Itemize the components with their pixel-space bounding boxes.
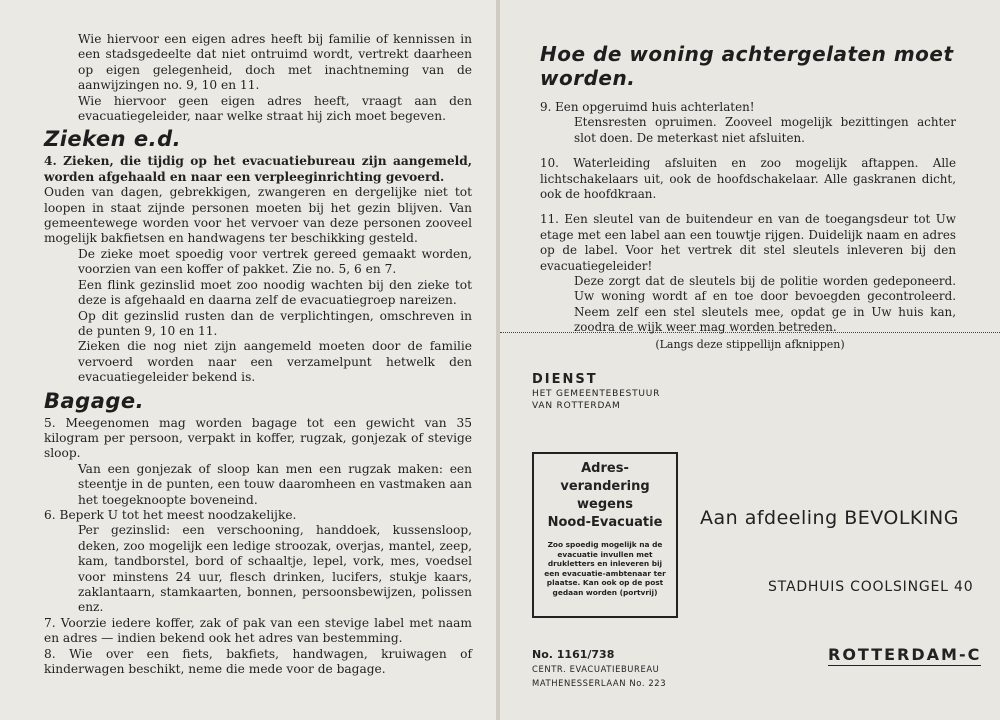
dienst-subtitle-1: HET GEMEENTEBESTUUR — [532, 389, 661, 399]
address-line-2: STADHUIS COOLSINGEL 40 — [768, 579, 974, 595]
item-7: 7. Voorzie iedere koffer, zak of pak van een stevige label met naam en adres — indien bekend ook het adres van bestemming. — [44, 615, 472, 646]
box-title-line-4: Nood-Evacuatie — [547, 515, 663, 530]
zieken-paragraph-3: Een flink gezinslid moet zoo noodig wachten bij den zieke tot deze is afgehaald en daarna zelf de evacuatiegroep nareizen. — [78, 277, 472, 308]
cut-instruction: (Langs deze stippellijn afknippen) — [655, 338, 845, 351]
form-number-block — [532, 648, 666, 689]
right-page — [500, 0, 1000, 720]
form-number: No. 1161/738 — [532, 648, 615, 661]
cut-dotted-line — [500, 332, 1000, 333]
woning-section — [540, 42, 956, 336]
item-8: 8. Wie over een fiets, bakfiets, handwagen, kruiwagen of kinderwagen beschikt, neme die mede voor de bagage. — [44, 646, 472, 677]
box-title-line-3: wegens — [577, 497, 633, 512]
item-10: 10. Waterleiding afsluiten en zoo mogelijk aftappen. Alle lichtschakelaars uit, ook de hoofdschakelaar. Alle gaskranen dicht, ook de hoofdkraan. — [540, 156, 956, 202]
item-9: 9. Een opgeruimd huis achterlaten! — [540, 100, 755, 114]
box-title-line-2: verandering — [560, 479, 650, 494]
item-4: 4. Zieken, die tijdig op het evacuatiebureau zijn aangemeld, worden afgehaald en naar een verpleeginrichting gevoerd. — [44, 154, 472, 184]
heading-woning: Hoe de woning achtergelaten moet worden. — [540, 42, 954, 90]
heading-zieken: Zieken e.d. — [44, 127, 182, 152]
zieken-paragraph-4: Op dit gezinslid rusten dan de verplichtingen, omschreven in de punten 9, 10 en 11. — [78, 308, 472, 338]
dienst-subtitle-2: VAN ROTTERDAM — [532, 401, 621, 411]
zieken-paragraph-1: Ouden van dagen, gebrekkigen, zwangeren en dergelijke niet tot loopen in staat zijnde personen moeten bij het gezin blijven. Van gemeentewege worden voor het vervoer van deze personen zooveel mogelijk bakfietsen en handwagens ter beschikking gesteld. — [44, 185, 472, 246]
dienst-title: DIENST — [532, 372, 598, 387]
item-6: 6. Beperk U tot het meest noodzakelijke. — [44, 507, 297, 522]
box-title-line-1: Adres- — [581, 461, 629, 476]
intro-paragraph-1: Wie hiervoor een eigen adres heeft bij familie of kennissen in een stadsgedeelte dat niet ontruimd wordt, vertrekt daarheen op eigen gelegenheid, doch met inachtneming van de aanwijzingen no. 9, 10 en 11. — [78, 32, 472, 93]
left-page — [0, 0, 496, 720]
address-line-1: Aan afdeeling BEVOLKING — [700, 507, 959, 529]
item-6-detail: Per gezinslid: een verschooning, handdoek, kussensloop, deken, zoo mogelijk een ledige stroozak, overjas, mantel, zeep, kam, tandborstel, bord of schaaltje, lepel, vork, mes, voedsel voor minstens 24 uur, flesch drinken, lucifers, stukje kaars, zaklantaarn, stamkaarten, bonnen, persoonsbewijzen, polissen enz. — [78, 523, 472, 615]
address-change-box — [532, 452, 678, 618]
heading-bagage: Bagage. — [44, 388, 145, 413]
item-11-detail: Deze zorgt dat de sleutels bij de politie worden gedeponeerd. Uw woning wordt af en toe door bevoegden gecontroleerd. Neem zelf een stel sleutels mee, opdat ge in Uw huis kan, zoodra de wijk weer mag worden betreden. — [574, 274, 956, 335]
box-instructions: Zoo spoedig mogelijk na de evacuatie invullen met drukletters en inleveren bij een evacuatie-ambtenaar ter plaatse. Kan ook op de post gedaan worden (portvrij) — [544, 540, 666, 597]
item-11: 11. Een sleutel van de buitendeur en van de toegangsdeur tot Uw etage met een label aan een touwtje rijgen. Duidelijk naam en adres op de label. Voor het vertrek dit stel sleutels inleveren bij den evacuatiegeleider! — [540, 212, 956, 273]
zieken-paragraph-2: De zieke moet spoedig voor vertrek gereed gemaakt worden, voorzien van een koffer of pakket. Zie no. 5, 6 en 7. — [78, 246, 472, 277]
address-city: ROTTERDAM-C — [828, 645, 982, 664]
item-5-detail: Van een gonjezak of sloop kan men een rugzak maken: een steentje in de punten, een touw daaromheen en vastmaken aan het toegeknoopte boveneind. — [78, 461, 472, 507]
intro-paragraph-2: Wie hiervoor geen eigen adres heeft, vraagt aan den evacuatiegeleider, naar welke straat hij zich moet begeven. — [78, 93, 472, 124]
bureau-address: MATHENESSERLAAN No. 223 — [532, 678, 667, 688]
bureau-name: CENTR. EVACUATIEBUREAU — [532, 664, 660, 674]
item-9-detail: Etensresten opruimen. Zooveel mogelijk bezittingen achter slot doen. De meterkast niet afsluiten. — [574, 115, 956, 145]
item-5: 5. Meegenomen mag worden bagage tot een gewicht van 35 kilogram per persoon, verpakt in koffer, rugzak, gonjezak of stevige sloop. — [44, 415, 472, 461]
dienst-block — [532, 372, 660, 411]
zieken-paragraph-5: Zieken die nog niet zijn aangemeld moeten door de familie vervoerd worden naar een verzamelpunt hetwelk den evacuatiegeleider bekend is. — [78, 339, 472, 385]
